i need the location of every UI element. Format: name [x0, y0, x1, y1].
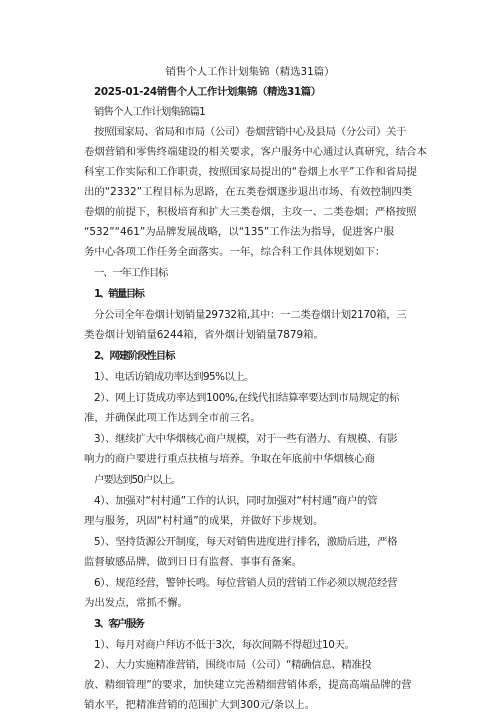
list-item: 6）、规范经营，警钟长鸣。每位营销人员的营销工作必须以规范经营 — [94, 577, 398, 589]
body-line: 户要达到50户以上。 — [94, 474, 181, 486]
body-line: 出的“2332”工程目标为思路，在五类卷烟逐步退出市场、有效控制四类 — [84, 186, 413, 198]
list-item: 1）、每月对商户拜访不低于3次，每次间隔不得超过10天。 — [94, 639, 355, 651]
body-line: 卷烟营销和零售终端建设的相关要求，客户服务中心通过认真研究，结合本 — [84, 146, 427, 158]
body-line: 分公司全年卷烟计划销量29732箱,其中：一二类卷烟计划2170箱，三 — [94, 309, 407, 321]
body-line: 监督敏感品牌，做到日日有监督、事事有备案。 — [84, 556, 303, 568]
body-line: 按照国家局、省局和市局（公司）卷烟营销中心及县局（分公司）关于 — [94, 126, 407, 138]
body-line: 销水平，把精准营销的范围扩大到300元/条以上。 — [84, 699, 316, 711]
list-item: 4）、加强对“村村通”工作的认识，同时加强对“村村通”商户的管 — [94, 495, 378, 507]
body-line: “532”“461”为品牌发展战略，以“135”工作法为指导，促进客户服 — [84, 226, 394, 238]
body-line: 科室工作实际和工作职责，按照国家局提出的“卷烟上水平”工作和省局提 — [84, 166, 417, 178]
body-line: 卷烟的前提下，积极培育和扩大三类卷烟，主攻一、二类卷烟；严格按照 — [84, 206, 417, 218]
date-line: 2025-01-24销售个人工作计划集锦（精选31篇） — [94, 86, 321, 98]
body-line: 类卷烟计划销量6244箱，省外烟计划销量7879箱。 — [84, 329, 324, 341]
subsection-heading: 2、网建阶段性目标 — [94, 350, 175, 362]
body-line: 理与服务，巩固“村村通”的成果，并做好下步规划。 — [84, 515, 324, 527]
body-line: 放、精细管理”的要求，加快建立完善精细营销体系，提高高端品牌的营 — [84, 679, 412, 691]
section-heading: 一、一年工作目标 — [94, 267, 168, 279]
subsection-heading: 3、客户服务 — [94, 618, 144, 630]
list-item: 5）、坚持货源公开制度，每天对销售进度进行排名，激励后进，严格 — [94, 536, 398, 548]
body-line: 为出发点，常抓不懈。 — [84, 597, 188, 609]
document-title: 销售个人工作计划集锦（精选31篇） — [165, 66, 335, 78]
body-line: 务中心各项工作任务全面落实。一年，综合科工作具体规划如下： — [84, 246, 386, 258]
list-item: 1）、电话访销成功率达到95%以上。 — [94, 371, 254, 383]
body-line: 准，并确保此项工作达到全市前三名。 — [84, 412, 261, 424]
list-item: 2）、网上订货成功率达到100%,在线代扣结算率要达到市局规定的标 — [94, 392, 400, 404]
body-line: 响力的商户要进行重点扶植与培养。争取在年底前中华烟核心商 — [84, 453, 375, 465]
list-item: 2）、大力实施精准营销，围绕市局（公司）“精确信息、精准投 — [94, 659, 372, 671]
subsection-heading: 1、销量目标 — [94, 288, 144, 300]
list-item: 3）、继续扩大中华烟核心商户规模，对于一些有潜力、有规模、有影 — [94, 433, 398, 445]
subtitle: 销售个人工作计划集锦篇1 — [94, 106, 205, 118]
